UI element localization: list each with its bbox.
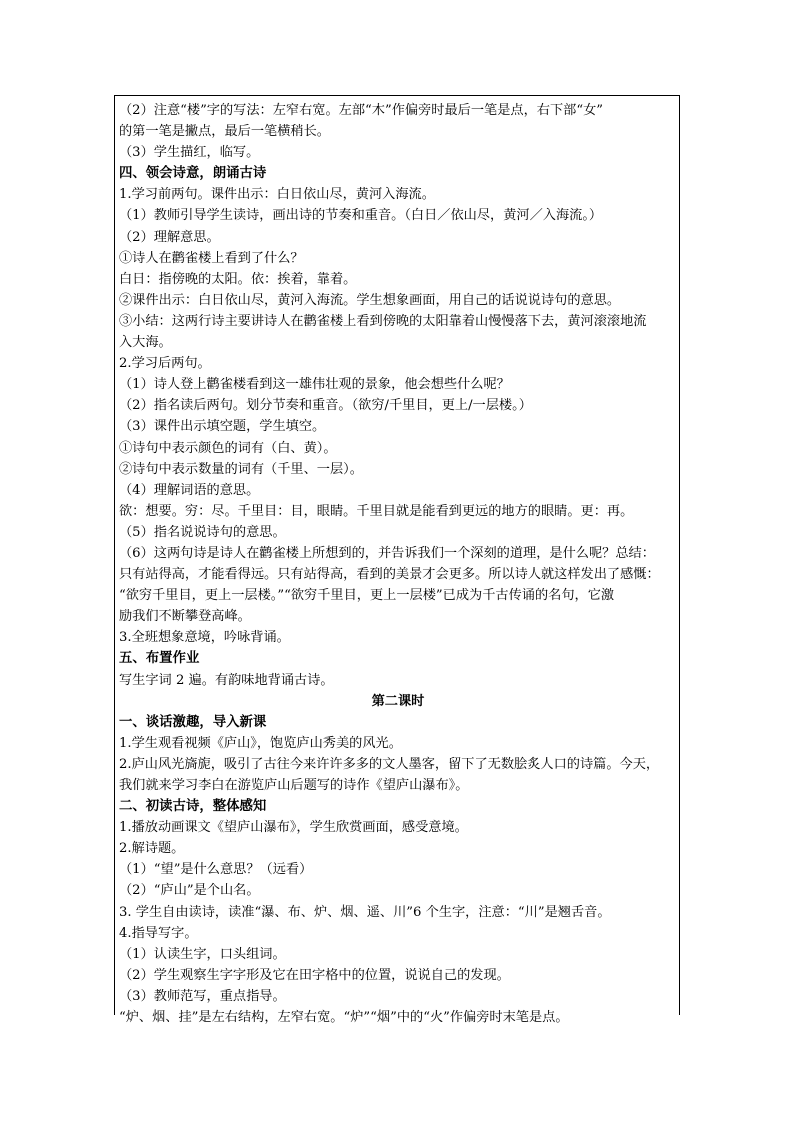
text-line: （1）“望”是什么意思？（远看） bbox=[119, 862, 313, 878]
text-line: 2.解诗题。 bbox=[119, 841, 185, 857]
text-line: （2）“庐山”是个山名。 bbox=[119, 883, 260, 899]
text-line: （2）指名读后两句。划分节奏和重音。（欲穷/千里目，更上/一层楼。） bbox=[119, 398, 532, 414]
text-line: ③小结：这两行诗主要讲诗人在鹳雀楼上看到傍晚的太阳靠着山慢慢落下去，黄河滚滚地流 bbox=[119, 313, 647, 329]
text-line: ②诗句中表示数量的词有（千里、一层）。 bbox=[119, 461, 363, 477]
text-line: “炉、烟、挂”是左右结构，左窄右宽。“炉”“烟”中的“火”作偏旁时末笔是点。 bbox=[119, 1010, 569, 1026]
text-line: ①诗人在鹳雀楼上看到了什么？ bbox=[119, 250, 304, 266]
text-line: 3. 学生自由读诗，读准“瀑、布、炉、烟、遥、川”6 个生字，注意：“川”是翘舌音。 bbox=[119, 904, 611, 920]
text-line: （1）诗人登上鹳雀楼看到这一雄伟壮观的景象，他会想些什么呢？ bbox=[119, 377, 510, 393]
text-line: 入大海。 bbox=[119, 335, 172, 351]
section-heading: 二、初读古诗，整体感知 bbox=[119, 798, 267, 815]
text-line: 励我们不断攀登高峰。 bbox=[119, 609, 251, 625]
text-line: （3）课件出示填空题，学生填空。 bbox=[119, 419, 326, 435]
text-line: 3.全班想象意境，吟咏背诵。 bbox=[119, 630, 290, 646]
text-line: 1.播放动画课文《望庐山瀑布》，学生欣赏画面，感受意境。 bbox=[119, 820, 468, 836]
text-line: 2.庐山风光旖旎，吸引了古往今来许许多多的文人墨客，留下了无数脍炙人口的诗篇。今天， bbox=[119, 756, 660, 772]
text-line: 2.学习后两句。 bbox=[119, 356, 211, 372]
text-line: 的第一笔是撇点，最后一笔横稍长。 bbox=[119, 124, 330, 140]
text-line: 1.学习前两句。课件出示：白日依山尽，黄河入海流。 bbox=[119, 187, 435, 203]
text-line: 我们就来学习李白在游览庐山后题写的诗作《望庐山瀑布》。 bbox=[119, 778, 469, 793]
lesson-title: 第二课时 bbox=[371, 693, 425, 709]
text-line: （5）指名说说诗句的意思。 bbox=[119, 524, 286, 540]
text-line: 写生字词 2 遍。有韵味地背诵古诗。 bbox=[119, 672, 334, 688]
lesson-plan-text bbox=[119, 100, 677, 1028]
text-line: （6）这两句诗是诗人在鹳雀楼上所想到的，并告诉我们一个深刻的道理，是什么呢？总结： bbox=[119, 545, 655, 561]
text-line: （3）学生描红，临写。 bbox=[119, 145, 260, 161]
text-line: （3）教师范写，重点指导。 bbox=[119, 988, 286, 1004]
text-line: （1）教师引导学生读诗，画出诗的节奏和重音。（白日／依山尽，黄河／入海流。） bbox=[119, 208, 603, 224]
text-line: 白日：指傍晚的太阳。依：挨着，靠着。 bbox=[119, 271, 357, 287]
section-heading: 四、领会诗意，朗诵古诗 bbox=[119, 165, 267, 182]
text-line: （1）认读生字，口头组词。 bbox=[119, 946, 286, 962]
text-line: （2）理解意思。 bbox=[119, 229, 220, 245]
section-heading: 一、谈话激趣，导入新课 bbox=[119, 713, 267, 730]
text-line: （4）理解词语的意思。 bbox=[119, 482, 260, 498]
text-line: ①诗句中表示颜色的词有（白、黄）。 bbox=[119, 440, 337, 456]
text-line: 4.指导写字。 bbox=[119, 925, 198, 941]
text-line: 欲：想要。穷：尽。千里目：目，眼睛。千里目就是能看到更远的地方的眼睛。更：再。 bbox=[119, 503, 634, 519]
section-heading: 五、布置作业 bbox=[119, 650, 200, 667]
text-line: （2）学生观察生字字形及它在田字格中的位置，说说自己的发现。 bbox=[119, 967, 510, 983]
text-line: （2）注意“楼”字的写法：左窄右宽。左部“木”作偏旁时最后一笔是点，右下部“女” bbox=[119, 103, 604, 118]
text-line: “欲穷千里目，更上一层楼。”“欲穷千里目，更上一层楼”已成为千古传诵的名句，它激 bbox=[119, 588, 615, 604]
text-line: ②课件出示：白日依山尽，黄河入海流。学生想象画面，用自己的话说说诗句的意思。 bbox=[119, 292, 621, 308]
text-line: 只有站得高，才能看得远。只有站得高，看到的美景才会更多。所以诗人就这样发出了感慨： bbox=[119, 567, 660, 583]
text-line: 1.学生观看视频《庐山》，饱览庐山秀美的风光。 bbox=[119, 735, 402, 751]
